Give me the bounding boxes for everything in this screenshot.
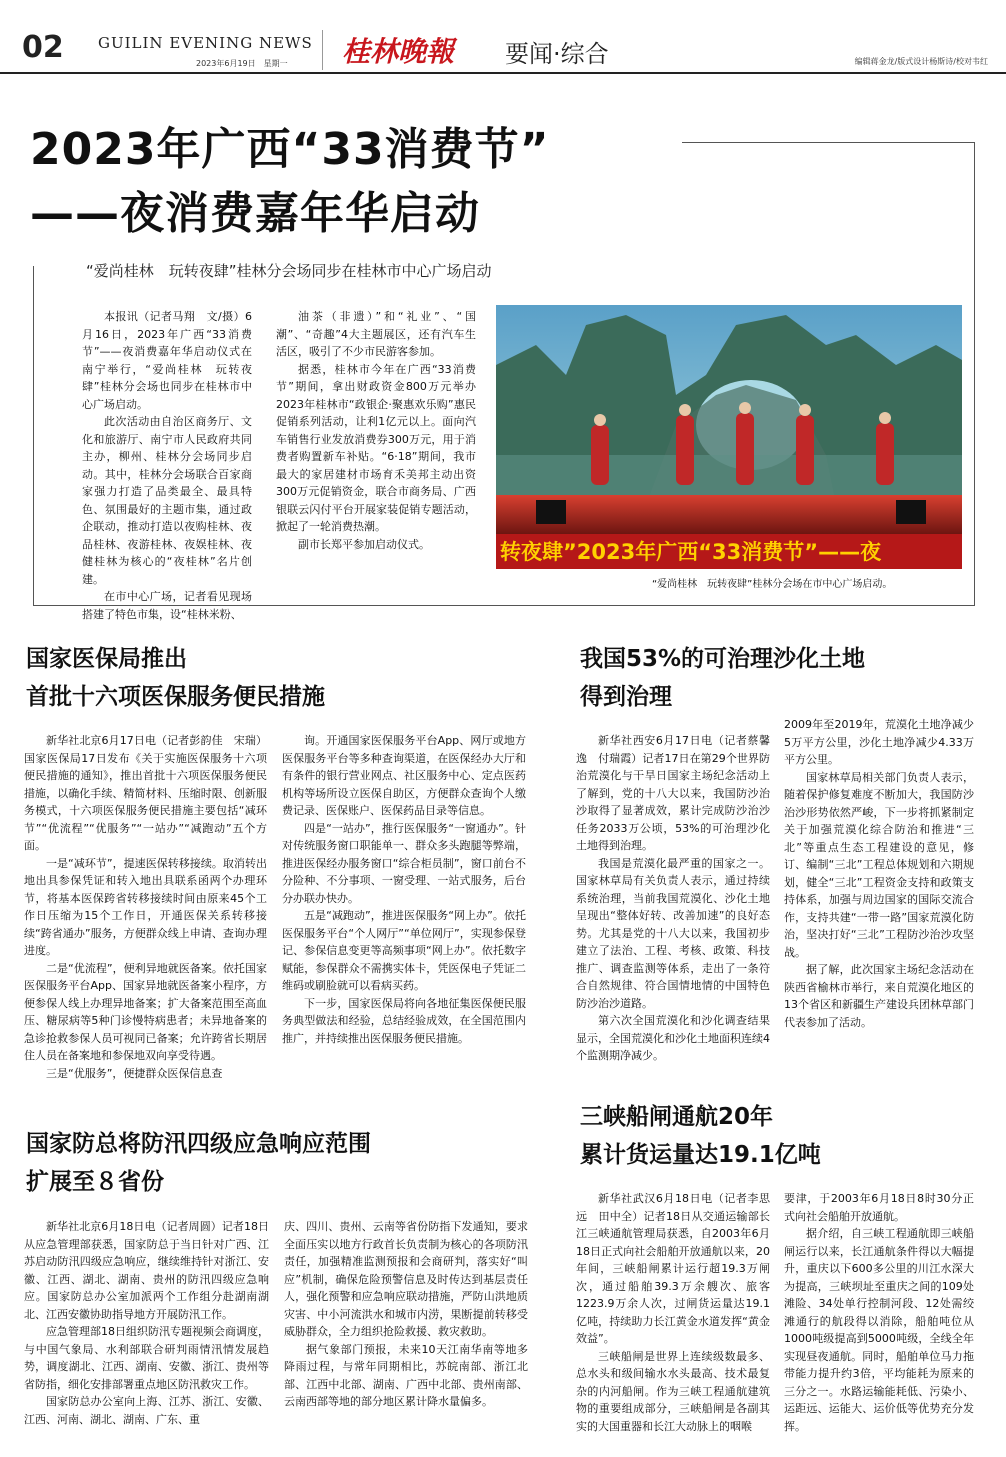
- paragraph: 三是“优服务”，便捷群众医保信息查: [46, 1066, 223, 1080]
- desert-column-2: [784, 716, 974, 1031]
- paragraph: 据悉，桂林市今年在广西“33消费节”期间，拿出财政资金800万元举办2023年桂林市“政银企·聚惠欢乐购”惠民促销系列活动，让利1亿元以上。面向汽车销售行业发放消费券300万元，用于消费者购置新车补贴。“6·18”期间，我市最大的家居建材市场育禾美邦主动出资300万元促销资金，联合市商务局、广西银联云闪付平台开展家装促销专题活动，掀起了一轮消费热潮。: [276, 362, 476, 533]
- paragraph: 五是“减跑动”，推进医保服务“网上办”。依托医保服务平台“个人网厅”“单位网厅”，实现参保登记、参保信息变更等高频事项“网上办”。依托数字赋能，参保群众不需携实体卡，凭医保电子凭证二维码或刷脸就可以看病买药。: [282, 909, 526, 992]
- desert-article-title: [580, 640, 865, 716]
- title-line: 国家医保局推出: [26, 646, 187, 672]
- speaker-left: [536, 500, 566, 524]
- lead-photo: [496, 305, 962, 569]
- flood-article-title: [26, 1125, 371, 1201]
- paragraph: 新华社北京6月17日电（记者彭韵佳 宋瑞）国家医保局17日发布《关于实施医保服务十六项便民措施的通知》，推出首批十六项医保服务便民措施，以确化手续、精简材料、压缩时限、创新服务模式，十六项医保服务便民措施主要包括“减环节”“优流程”“优服务”“一站办”“减跑动”五个方面。: [24, 734, 267, 852]
- gorges-column-1: [576, 1190, 770, 1435]
- lead-headline-line2: ——夜消费嘉年华启动: [30, 188, 480, 239]
- title-line: 得到治理: [580, 684, 672, 710]
- paragraph: 新华社北京6月18日电（记者周圆）记者18日从应急管理部获悉，国家防总于当日针对广西、江苏启动防汛四级应急响应，继续维持针对浙江、安徽、江西、湖北、湖南、贵州的防汛四级应急响应。国家防总办公室加派两个工作组分赴湖南湖北、江西安徽协助指导地方开展防汛工作。: [24, 1220, 269, 1321]
- paragraph: 二是“优流程”，便利异地就医备案。依托国家医保服务平台App、国家异地就医备案小程序，方便参保人线上办理异地备案；扩大备案范围至高血压、糖尿病等5种门诊慢特病患者；未异地备案的急诊抢救参保人员可视同已备案；允许跨省长期居住人员在备案地和参保地双向享受待遇。: [24, 961, 267, 1062]
- paragraph: 应急管理部18日组织防汛专题视频会商调度，与中国气象局、水利部联合研判雨情汛情发展趋势，调度湖北、江西、湖南、安徽、浙江、贵州等省防指，细化安排部署重点地区防汛救灾工作。: [24, 1325, 269, 1391]
- title-line: 我国53%的可治理沙化土地: [580, 646, 866, 672]
- gorges-article-title: [580, 1098, 821, 1174]
- page-number: 02: [22, 30, 64, 65]
- paragraph: 2009年至2019年，荒漠化土地净减少5万平方公里，沙化土地净减少4.33万平方公里。: [784, 718, 974, 766]
- issue-date: 2023年6月19日 星期一: [196, 59, 288, 68]
- medical-column-2: [282, 732, 526, 1047]
- title-line: 国家防总将防汛四级应急响应范围: [26, 1131, 371, 1157]
- paragraph: 在市中心广场，记者看见现场搭建了特色市集，设“桂林米粉、: [82, 590, 252, 621]
- paragraph: 国家防总办公室向上海、江苏、浙江、安徽、江西、河南、湖北、湖南、广东、重: [24, 1395, 269, 1426]
- newspaper-logo: 桂林晚報: [342, 35, 455, 68]
- paragraph: 新华社西安6月17日电（记者蔡馨逸 付瑞霞）记者17日在第29个世界防治荒漠化与干旱日国家主场纪念活动上了解到，党的十八大以来，我国防沙治沙取得了显著成效，累计完成防沙治沙任务2033万公顷，53%的可治理沙化土地得到治理。: [576, 734, 770, 852]
- header-divider: [322, 30, 323, 70]
- paragraph: 一是“减环节”，提速医保转移接续。取消转出地出具参保凭证和转入地出具联系函两个办理环节，将基本医保跨省转移接续时间由原来45个工作日压缩为15个工作日，开通医保关系转移接续“跨省通办”服务，方便群众线上申请、查询办理进度。: [24, 856, 267, 957]
- title-line: 首批十六项医保服务便民措施: [26, 684, 325, 710]
- lead-headline: [30, 118, 550, 246]
- paragraph: 副市长郑平参加启动仪式。: [298, 537, 430, 551]
- medical-column-1: [24, 732, 267, 1082]
- section-name: 要闻·综合: [505, 40, 609, 68]
- paragraph: 第六次全国荒漠化和沙化调查结果显示，全国荒漠化和沙化土地面积连续4个监测期净减少。: [576, 1014, 770, 1062]
- paper-name-en: GUILIN EVENING NEWS: [98, 34, 313, 52]
- editor-credits: 编辑蒋金龙/版式设计杨斯诗/校对韦红: [854, 57, 988, 66]
- medical-article-title: [26, 640, 325, 716]
- paragraph: 新华社武汉6月18日电（记者李思远 田中全）记者18日从交通运输部长江三峡通航管理局获悉，自2003年6月18日正式向社会船舶开放通航以来，20年间，三峡船闸累计运行超19.3万闸次，通过船舶39.3万余艘次、旅客1223.9万余人次，过闸货运量达19.1亿吨，持续助力长江黄金水道发挥“黄金效益”。: [576, 1192, 770, 1345]
- photo-banner-text: 转夜肆”2023年广西“33消费节”——夜: [500, 540, 882, 564]
- paragraph: 据了解，此次国家主场纪念活动在陕西省榆林市举行，来自荒漠化地区的13个省区和新疆生产建设兵团林草部门代表参加了活动。: [784, 963, 974, 1029]
- paragraph: 我国是荒漠化最严重的国家之一。国家林草局有关负责人表示，通过持续系统治理，当前我国荒漠化、沙化土地呈现出“整体好转、改善加速”的良好态势。尤其是党的十八大以来，我国初步建立了法治、工程、考核、政策、科技推广、调查监测等体系，走出了一条符合自然规律、符合国情地情的中国特色防沙治沙道路。: [576, 856, 770, 1010]
- paragraph: 要津，于2003年6月18日8时30分正式向社会船舶开放通航。: [784, 1192, 974, 1223]
- flood-column-1: [24, 1218, 269, 1428]
- title-line: 扩展至８省份: [26, 1169, 164, 1195]
- paragraph: 据介绍，自三峡工程通航即三峡船闸运行以来，长江通航条件得以大幅提升，重庆以下600多公里的川江水深大为提高，三峡坝址至重庆之间的109处滩险、34处单行控制河段、12处需绞滩通行的航段得以消除，船舶吨位从1000吨级提高到5000吨级，全线全年实现昼夜通航。同时，船舶单位马力拖带能力提升约3倍，平均能耗为原来的三分之一。水路运输能耗低、污染小、运距远、运能大、运价低等优势充分发挥。: [784, 1227, 974, 1433]
- paragraph: 国家林草局相关部门负责人表示，随着保护修复难度不断加大，我国防沙治沙形势依然严峻，下一步将抓紧制定关于加强荒漠化综合防治和推进“三北”等重点生态工程建设的意见，修订、编制“三北”工程总体规划和六期规划，健全“三北”工程资金支持和政策支持体系，加强与周边国家的国际交流合作，支持共建“一带一路”国家荒漠化防治，坚决打好“三北”工程防沙治沙攻坚战。: [784, 770, 974, 959]
- paragraph: 油茶（非遗）”和“礼业”、“国潮”、“奇趣”4大主题展区，还有汽车生活区，吸引了不少市民游客参加。: [276, 310, 476, 358]
- paragraph: 庆、四川、贵州、云南等省份防指下发通知，要求全面压实以地方行政首长负责制为核心的各项防汛责任，加强精准监测预报和会商研判，落实好“叫应”机制，确保危险预警信息及时传达到基层责任人，强化预警和应急响应联动措施，严防山洪地质灾害、中小河流洪水和城市内涝，果断提前转移受威胁群众，全力组织抢险救援、救灾救助。: [284, 1220, 528, 1338]
- paragraph: 下一步，国家医保局将向各地征集医保便民服务典型做法和经验，总结经验成效，在全国范围内推广，并持续推出医保服务便民措施。: [282, 996, 526, 1045]
- paragraph: 此次活动由自治区商务厅、文化和旅游厅、南宁市人民政府共同主办，柳州、桂林分会场同步启动。其中，桂林分会场联合百家商家强力打造了品类最全、最具特色、氛围最好的主题市集，通过政企联动，推动打造以夜购桂林、夜品桂林、夜游桂林、夜娱桂林、夜健桂林为核心的“夜桂林”名片创建。: [82, 415, 252, 586]
- paragraph: 四是“一站办”，推行医保服务“一窗通办”。针对传统服务窗口职能单一、群众多头跑腿等弊端，推进医保经办服务窗口“综合柜员制”，窗口前台不分险种、不分事项、一窗受理、一站式服务，后台分办联办快办。: [282, 821, 526, 905]
- lead-headline-line1: 2023年广西“33消费节”: [30, 124, 550, 175]
- speaker-right: [896, 500, 926, 524]
- header-rule: [0, 72, 1006, 74]
- paragraph: 据气象部门预报，未来10天江南华南等地多降雨过程，与常年同期相比，苏皖南部、浙江北部、江西中北部、湖南、广西中北部、贵州南部、云南西部等地的部分地区累计降水量偏多。: [284, 1342, 528, 1408]
- photo-caption: “爱尚桂林 玩转夜肆”桂林分会场在市中心广场启动。: [652, 579, 893, 590]
- paragraph: 三峡船闸是世界上连续级数最多、总水头和级间输水水头最高、技术最复杂的内河船闸。作为三峡工程通航建筑物的重要组成部分，三峡船闸是各副其实的大国重器和长江大动脉上的咽喉: [576, 1349, 770, 1433]
- title-line: 三峡船闸通航20年: [580, 1104, 774, 1130]
- paragraph: 本报讯（记者马翔 文/摄）6月16日，2023年广西“33消费节”——夜消费嘉年华启动仪式在南宁举行，“爱尚桂林 玩转夜肆”桂林分会场也同步在桂林市中心广场启动。: [82, 310, 252, 411]
- paragraph: 询。开通国家医保服务平台App、网厅或地方医保服务平台等多种查询渠道，在医保经办大厅和有条件的银行营业网点、社区服务中心、定点医药机构等场所设立医保自助区，方便群众查询个人缴费记录、医保账户、医保药品目录等信息。: [282, 734, 526, 817]
- lead-column-2: [276, 308, 476, 553]
- stage-performance-photo: [496, 305, 962, 569]
- lead-subheadline: “爱尚桂林 玩转夜肆”桂林分会场同步在桂林市中心广场启动: [86, 262, 492, 280]
- title-line: 累计货运量达19.1亿吨: [580, 1142, 821, 1168]
- lead-column-1: [82, 308, 252, 623]
- gorges-column-2: [784, 1190, 974, 1435]
- flood-column-2: [284, 1218, 528, 1411]
- desert-column-1: [576, 732, 770, 1065]
